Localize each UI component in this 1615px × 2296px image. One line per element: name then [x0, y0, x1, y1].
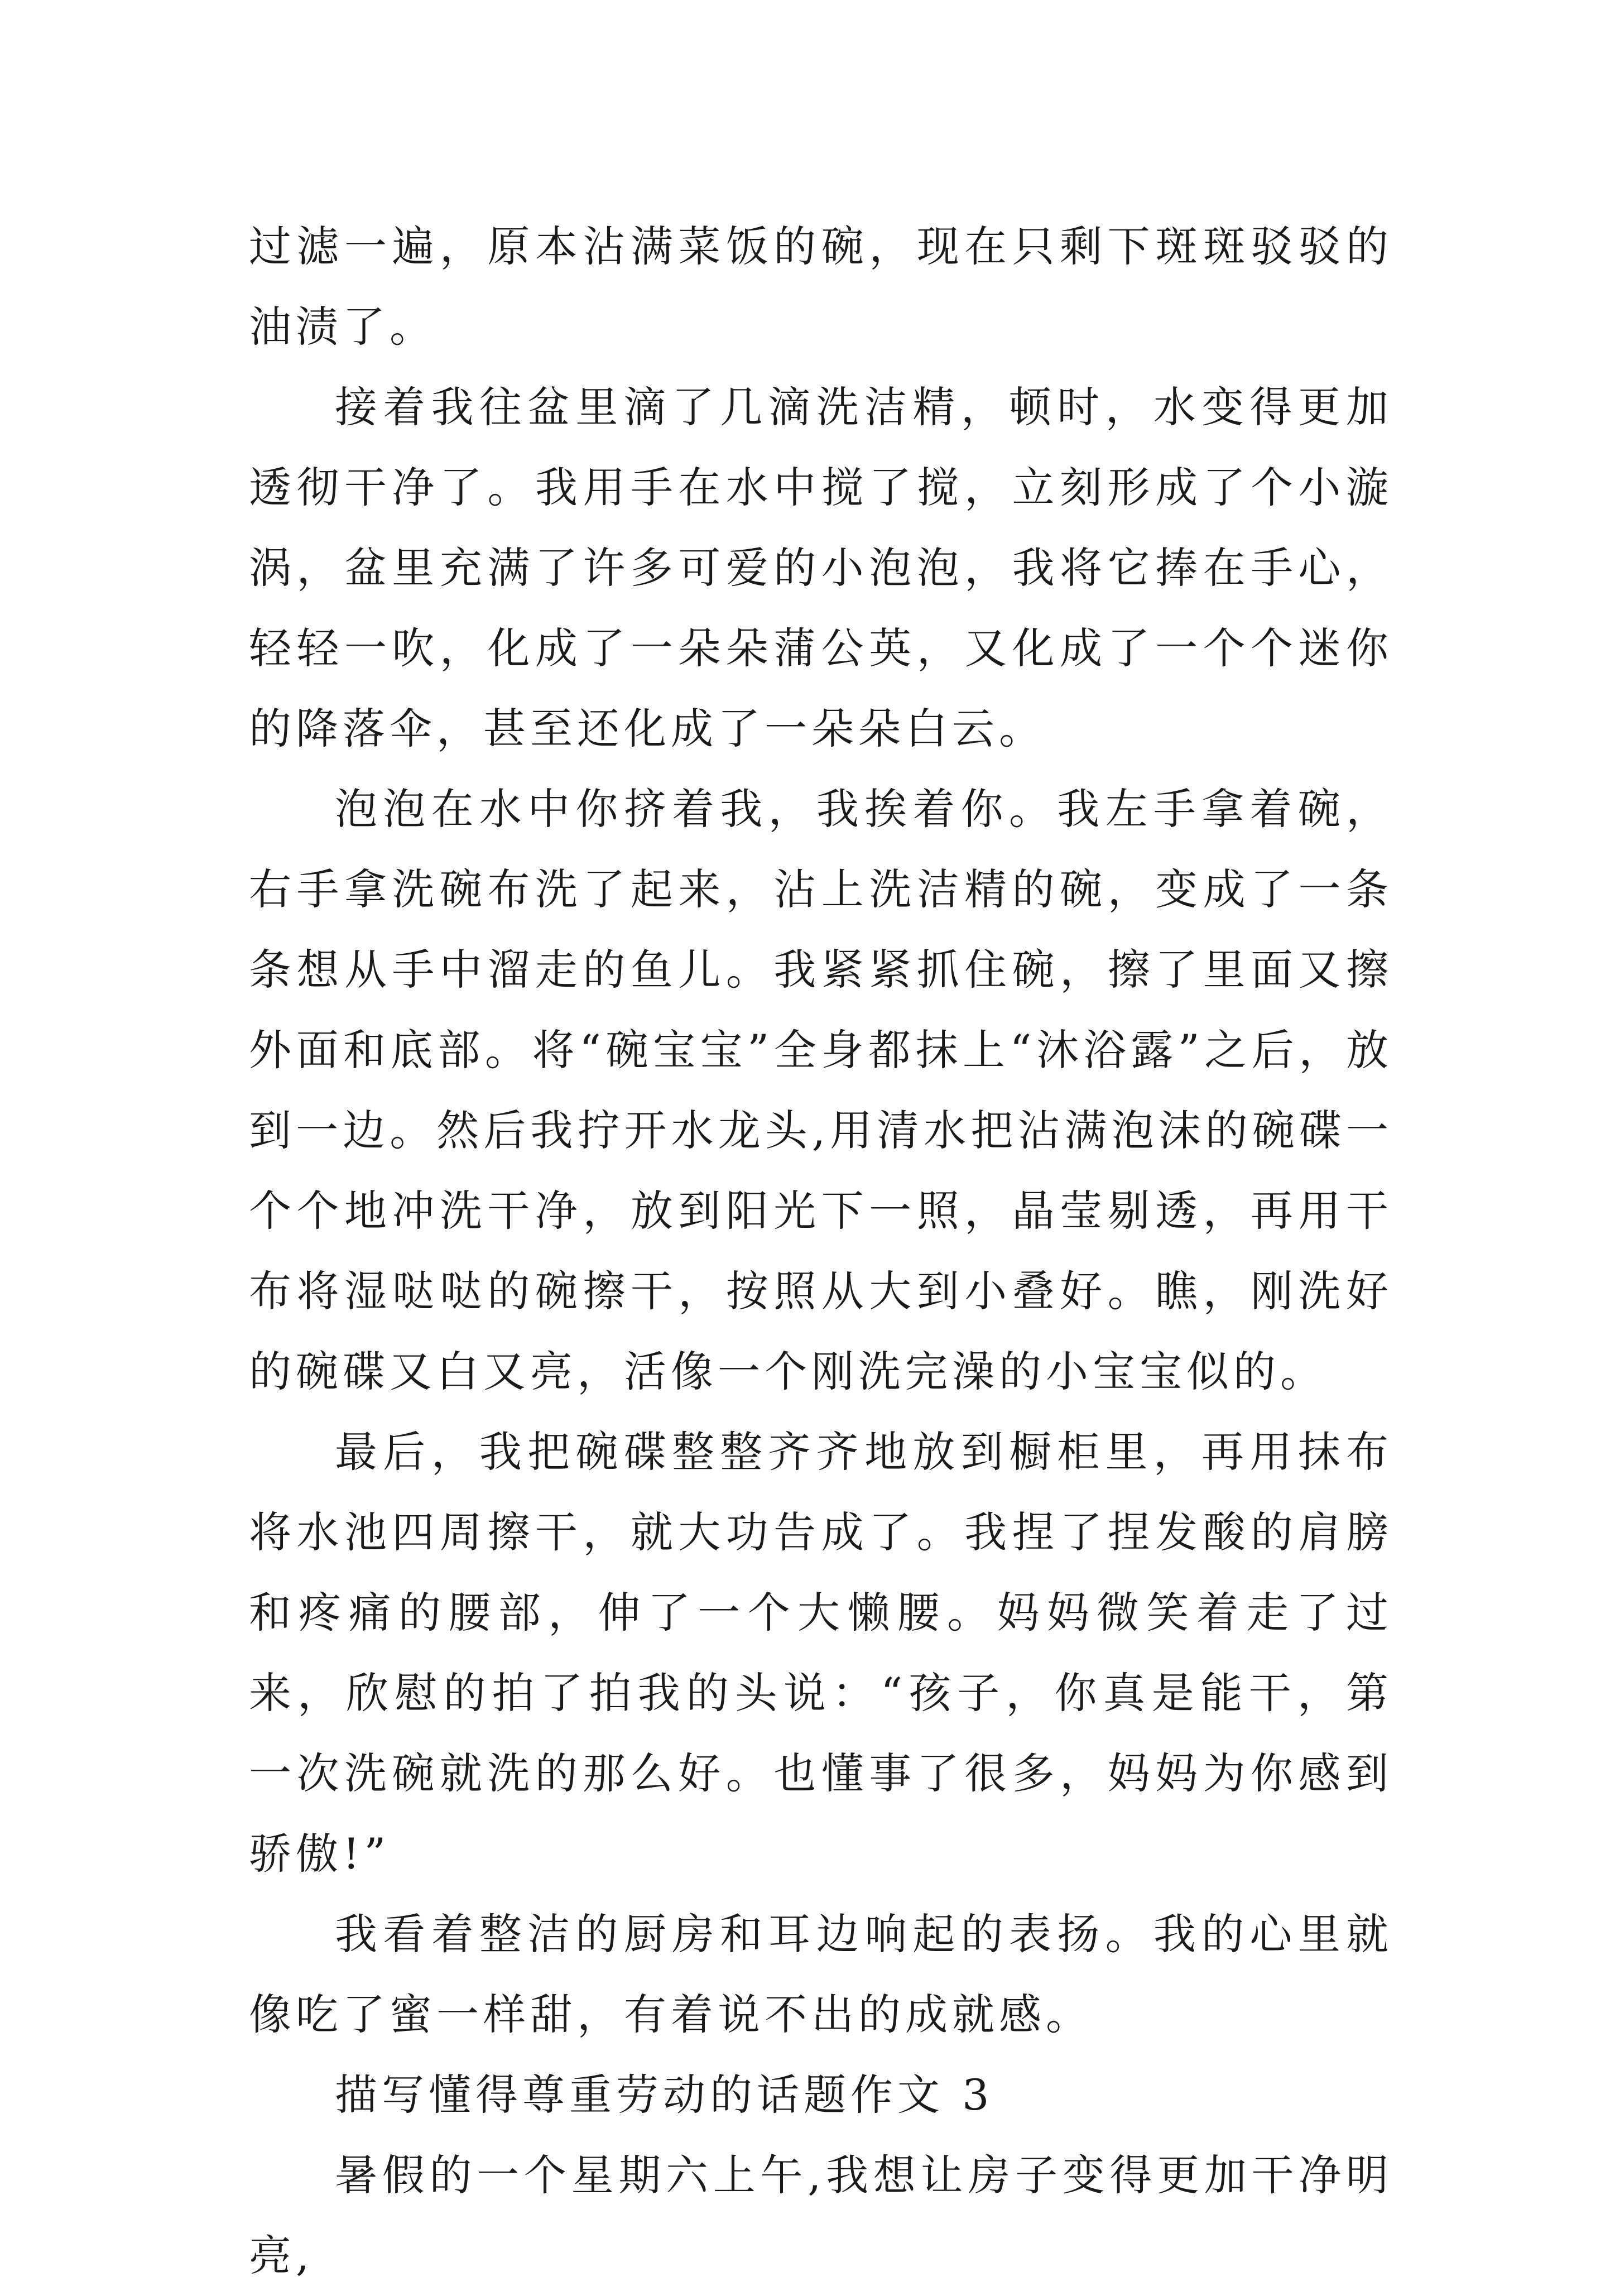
paragraph-washing: 泡泡在水中你挤着我，我挨着你。我左手拿着碗，右手拿洗碗布洗了起来，沾上洗洁精的碗，变成了一条条想从手中溜走的鱼儿。我紧紧抓住碗，擦了里面又擦外面和底部。将“碗宝宝”全身都抹上“沐浴露”之后，放到一边。然后我拧开水龙头,用清水把沾满泡沫的碗碟一个个地冲洗干净，放到阳光下一照，晶莹剔透，再用干布将湿哒哒的碗擦干，按照从大到小叠好。瞧，刚洗好的碗碟又白又亮，活像一个刚洗完澡的小宝宝似的。 [249, 784, 1393, 1396]
paragraph-conclusion: 我看着整洁的厨房和耳边响起的表扬。我的心里就像吃了蜜一样甜，有着说不出的成就感。 [249, 1909, 1393, 2039]
paragraph-detergent: 接着我往盆里滴了几滴洗洁精，顿时，水变得更加透彻干净了。我用手在水中搅了搅，立刻形成了个小漩涡，盆里充满了许多可爱的小泡泡，我将它捧在手心，轻轻一吹，化成了一朵朵蒲公英，又化成了一个个迷你的降落伞，甚至还化成了一朵朵白云。 [249, 382, 1393, 753]
section-heading: 描写懂得尊重劳动的话题作文 3 [335, 2070, 994, 2120]
document-body [249, 206, 1393, 2296]
paragraph-next-essay: 暑假的一个星期六上午,我想让房子变得更加干净明亮, [249, 2150, 1393, 2280]
paragraph-continuation: 过滤一遍，原本沾满菜饭的碗，现在只剩下斑斑驳驳的油渍了。 [249, 222, 1393, 352]
paragraph-finish: 最后，我把碗碟整整齐齐地放到橱柜里，再用抹布将水池四周擦干，就大功告成了。我捏了捏发酸的肩膀和疼痛的腰部，伸了一个大懒腰。妈妈微笑着走了过来，欣慰的拍了拍我的头说：“孩子，你真是能干，第一次洗碗就洗的那么好。也懂事了很多，妈妈为你感到骄傲!” [249, 1427, 1393, 1879]
